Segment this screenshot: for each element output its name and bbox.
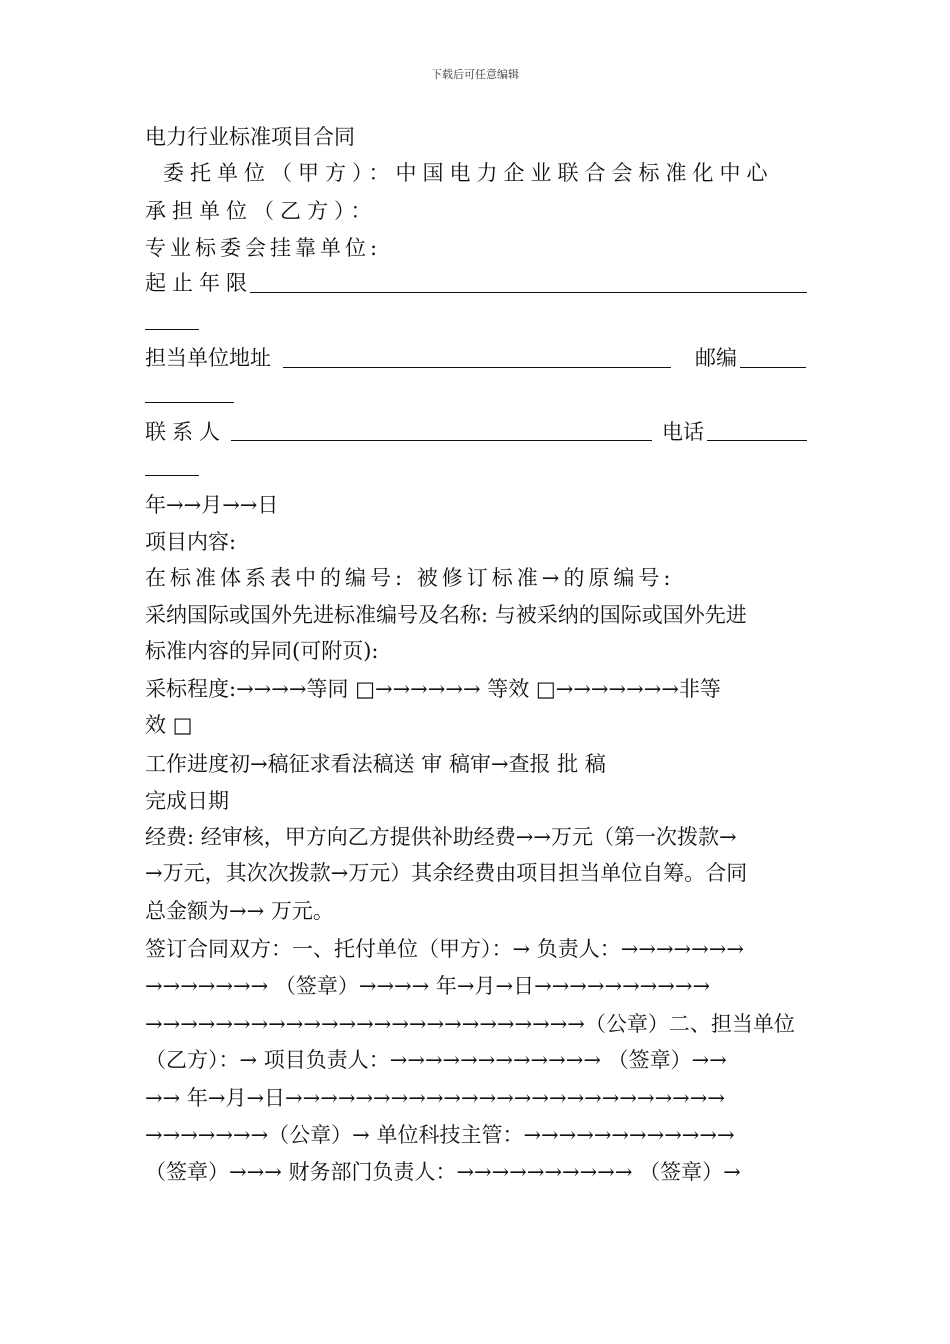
- date-line: 年→→月→→日: [145, 493, 279, 517]
- signing-line-6: →→→→→→→（公章）→ 单位科技主管：→→→→→→→→→→→→: [145, 1123, 735, 1147]
- address-underline: [283, 367, 671, 368]
- signing-line-5: →→ 年→月→日→→→→→→→→→→→→→→→→→→→→→→→→→: [145, 1086, 725, 1110]
- adopted-standard-line-2: 标准内容的异同(可附页):: [145, 639, 379, 663]
- address-label: 担当单位地址: [145, 346, 271, 370]
- signing-line-7: （签章）→→→ 财务部门负责人：→→→→→→→→→→ （签章）→: [145, 1160, 741, 1184]
- project-content-label: 项目内容:: [145, 530, 237, 554]
- phone-underline-cont: [145, 475, 199, 476]
- contact-underline: [231, 440, 652, 441]
- signing-line-3: →→→→→→→→→→→→→→→→→→→→→→→→→（公章）二、担当单位: [145, 1012, 795, 1036]
- signing-line-2: →→→→→→→ （签章）→→→→ 年→月→日→→→→→→→→→→: [145, 974, 711, 998]
- postcode-underline: [740, 367, 806, 368]
- postcode-label: 邮编: [695, 346, 737, 370]
- funding-line-3: 总金额为→→ 万元。: [145, 899, 334, 923]
- completion-date-label: 完成日期: [145, 789, 229, 813]
- adopted-standard-line: 采纳国际或国外先进标准编号及名称: 与被采纳的国际或国外先进: [145, 603, 747, 627]
- committee-line: 专业标委会挂靠单位:: [145, 236, 382, 260]
- period-underline: [250, 292, 807, 293]
- party-b-line: 承担单位（乙方）：: [145, 199, 378, 223]
- period-underline-cont: [145, 329, 199, 330]
- signing-line-1: 签订合同双方：一、托付单位（甲方）：→ 负责人：→→→→→→→: [145, 937, 744, 961]
- phone-label: 电话: [662, 420, 704, 444]
- contract-title: 电力行业标准项目合同: [145, 125, 355, 149]
- page-header: 下载后可任意编辑: [431, 68, 519, 81]
- postcode-underline-cont: [145, 402, 234, 403]
- funding-line-2: →万元，其次次拨款→万元）其余经费由项目担当单位自筹。合同: [145, 861, 748, 885]
- period-label: 起止年限: [145, 271, 253, 295]
- adoption-degree-line-2: 效 □: [145, 713, 193, 737]
- standard-number-line: 在标准体系表中的编号: 被修订标准→的原编号:: [145, 566, 675, 590]
- adoption-degree-line: 采标程度:→→→→等同 □→→→→→→ 等效 □→→→→→→→非等: [145, 677, 721, 701]
- party-a-line: 委托单位（甲方）：中国电力企业联合会标准化中心: [163, 161, 774, 185]
- contact-label: 联系人: [145, 420, 226, 444]
- phone-underline: [707, 440, 807, 441]
- funding-line-1: 经费: 经审核，甲方向乙方提供补助经费→→万元（第一次拨款→: [145, 825, 737, 849]
- work-progress-line: 工作进度初→稿征求看法稿送 审 稿审→查报 批 稿: [145, 752, 606, 776]
- signing-line-4: （乙方）：→ 项目负责人：→→→→→→→→→→→→ （签章）→→: [145, 1048, 727, 1072]
